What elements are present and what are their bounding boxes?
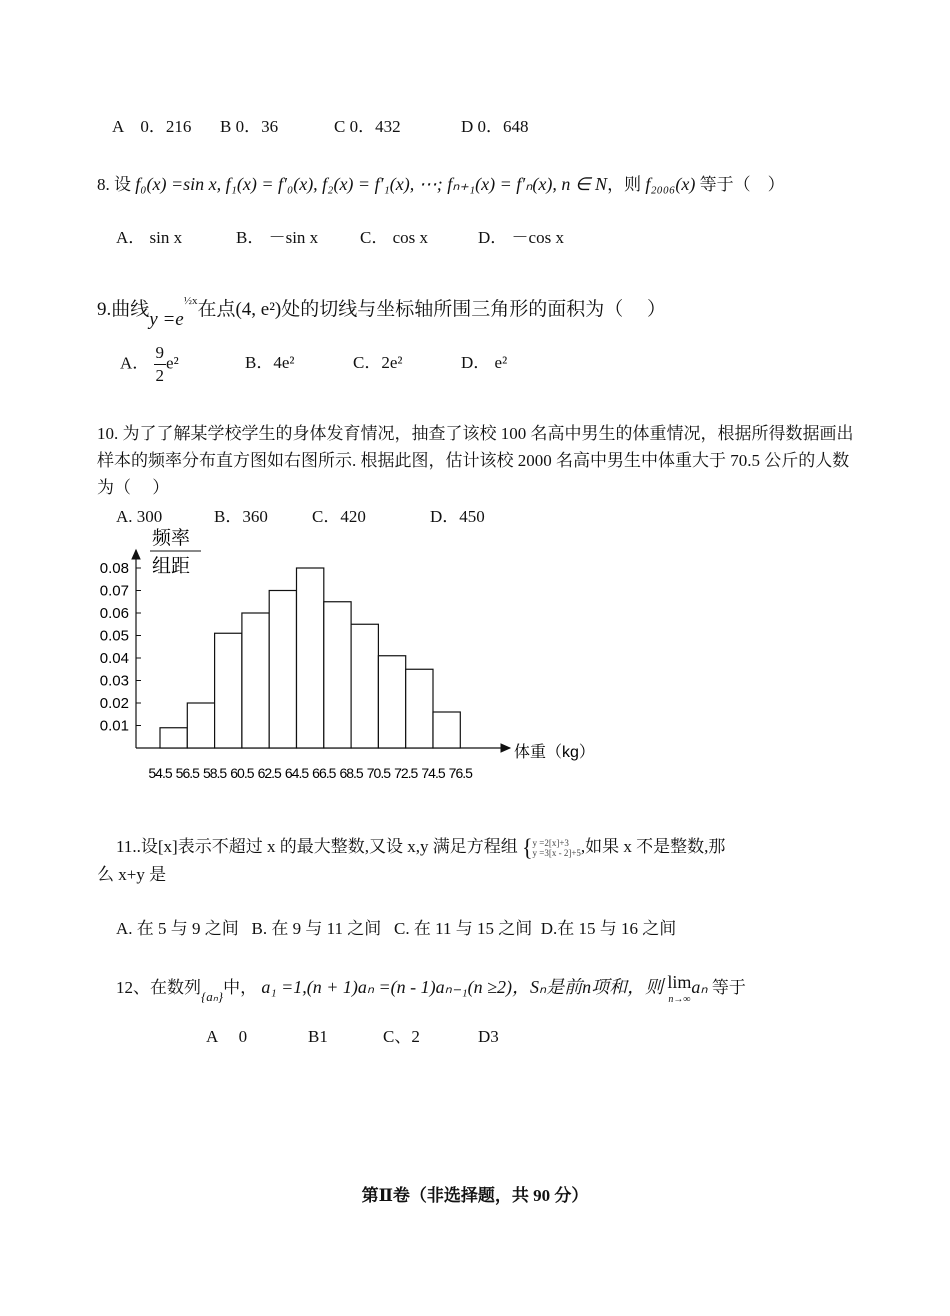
chart-x-tick-label: 66.5 [312,765,336,781]
q9-option-a-label: A． [120,353,150,373]
q11-system-eq1: y =2[x]+3 [532,838,569,849]
q9-option-a-tail: e² [166,353,179,373]
q8-prefix: 8. 设 [97,175,131,194]
chart-x-tick-label: 72.5 [394,765,418,781]
q11-system-eq2: y =3[x - 2]+5 [532,848,581,859]
q12-suffix: 等于 [711,978,746,997]
q7-option-b: B 0．36 [220,117,279,136]
q12-option-d: D3 [478,1027,499,1046]
q11-brace: { [521,833,533,862]
chart-ylabel-bottom: 组距 [152,556,191,577]
section-title: 第Ⅱ卷（非选择题，共 90 分） [361,1186,589,1205]
chart-y-tick-label: 0.02 [99,695,129,712]
q9-fraction-numerator: 9 [154,342,167,365]
chart-x-tick-label: 60.5 [230,765,254,781]
chart-y-tick-label: 0.05 [99,627,129,645]
chart-bar [433,712,460,748]
chart-bar [406,669,433,748]
q7-option-a: A 0．216 [112,117,192,136]
q9-curve: y =e [149,309,184,330]
chart-y-tick-label: 0.03 [99,672,129,690]
chart-x-tick-label: 76.5 [448,765,472,781]
q12-option-c: C、2 [383,1027,420,1046]
q8-option-c: C． cos x [360,228,428,247]
q7-option-c: C 0．432 [334,117,401,136]
q11-options: A. 在 5 与 9 之间 B. 在 9 与 11 之间 C. 在 11 与 15 之间 D.在 15 与 16 之间 [116,919,677,938]
q9-exponent: ½x [183,294,198,307]
q8-option-d: D． －cos x [478,228,564,247]
q12-seq: {aₙ} [201,989,224,1004]
q10-option-a: A. 300 [116,507,163,526]
chart-x-tick-label: 64.5 [284,765,309,781]
q12-option-b: B1 [308,1027,328,1046]
q8-target: f₂₀₀₆(x) [645,174,696,194]
chart-x-tick-label: 58.5 [202,765,227,781]
q8-suffix: 等于（ ） [699,175,785,194]
q12-limit [667,973,691,1009]
chart-y-tick-label: 0.07 [99,582,129,600]
chart-y-tick-label: 0.06 [99,605,129,622]
q9-prefix: 9.曲线 [97,299,150,320]
q12-stem [116,973,746,1009]
q11-line1-text: 11..设[x]表示不超过 x 的最大整数,又设 x,y 满足方程组 [116,837,518,856]
q12-formula: a₁ =1,(n + 1)aₙ =(n - 1)aₙ₋₁(n ≥2)，Sₙ是前n项和，则 [261,977,664,997]
q10-option-b: B．360 [214,507,268,526]
q9-suffix: 处的切线与坐标轴所围三角形的面积为（ ） [281,299,667,320]
q10-option-d: D．450 [430,507,485,526]
chart-bar [187,703,214,748]
chart-x-tick-label: 68.5 [339,765,363,781]
chart-x-ticks [148,765,473,781]
chart-y-ticks [100,560,141,735]
q12-lim: lim [667,972,692,992]
chart-bar [297,568,324,748]
chart-x-tick-label: 54.5 [148,765,172,781]
q12-lim-sub: n→∞ [668,994,691,1005]
chart-bar [324,602,351,748]
chart-x-tick-label: 56.5 [175,765,199,781]
q9-option-d: D． e² [461,353,508,373]
chart-y-tick-label: 0.01 [99,717,129,735]
q10-option-c: C．420 [312,507,366,526]
q12-options [206,1022,499,1047]
q9-mid: 在点 [197,299,236,320]
chart-y-tick-label: 0.04 [99,650,129,667]
chart-bar [242,613,269,748]
q11-line1 [116,832,726,862]
chart-bar [269,591,296,749]
chart-bar [351,624,378,748]
chart-x-tick-label: 70.5 [366,765,391,781]
q11-system [533,838,581,858]
chart-xlabel: 体重（kg） [514,744,595,761]
q8-option-b: B． －sin x [236,228,319,247]
chart-bar [215,633,242,748]
chart-bar [378,656,405,748]
q11-line2: 么 x+y 是 [97,865,167,884]
q9-point: (4, e²) [235,299,282,320]
q11-line1-tail: ,如果 x 不是整数,那 [580,837,726,856]
q8-mid: ，则 [607,175,642,194]
q7-option-d: D 0．648 [461,117,529,136]
chart-x-tick-label: 74.5 [421,765,445,781]
q9-fraction-denominator: 2 [155,366,165,385]
chart-x-tick-label: 62.5 [257,765,281,781]
q10-stem: 10. 为了了解某学校学生的身体发育情况，抽查了该校 100 名高中男生的体重情况，根据所得数据画出样本的频率分布直方图如右图所示. 根据此图，估计该校 2000 名高中男生中体重大于 70.5 公斤的人数为（ ） [97,424,854,497]
chart-bars [160,568,460,748]
q8-option-a: A． sin x [116,228,183,247]
chart-bar [160,728,187,748]
q9-option-c: C．2e² [353,353,403,373]
q12-lim-term: aₙ [691,977,708,997]
q12-option-a: A 0 [206,1027,248,1046]
q12-prefix: 12、在数列 [116,978,201,997]
chart-ylabel-top: 频率 [152,528,191,549]
q12-mid: 中， [223,978,258,997]
q8-formula: f₀(x) =sin x, f₁(x) = f′₀(x), f₂(x) = f′₁(x), ⋯; fₙ₊₁(x) = f′ₙ(x), n ∈ N [135,174,608,194]
q9-option-b: B．4e² [245,353,295,373]
chart-y-tick-label: 0.08 [99,560,129,577]
